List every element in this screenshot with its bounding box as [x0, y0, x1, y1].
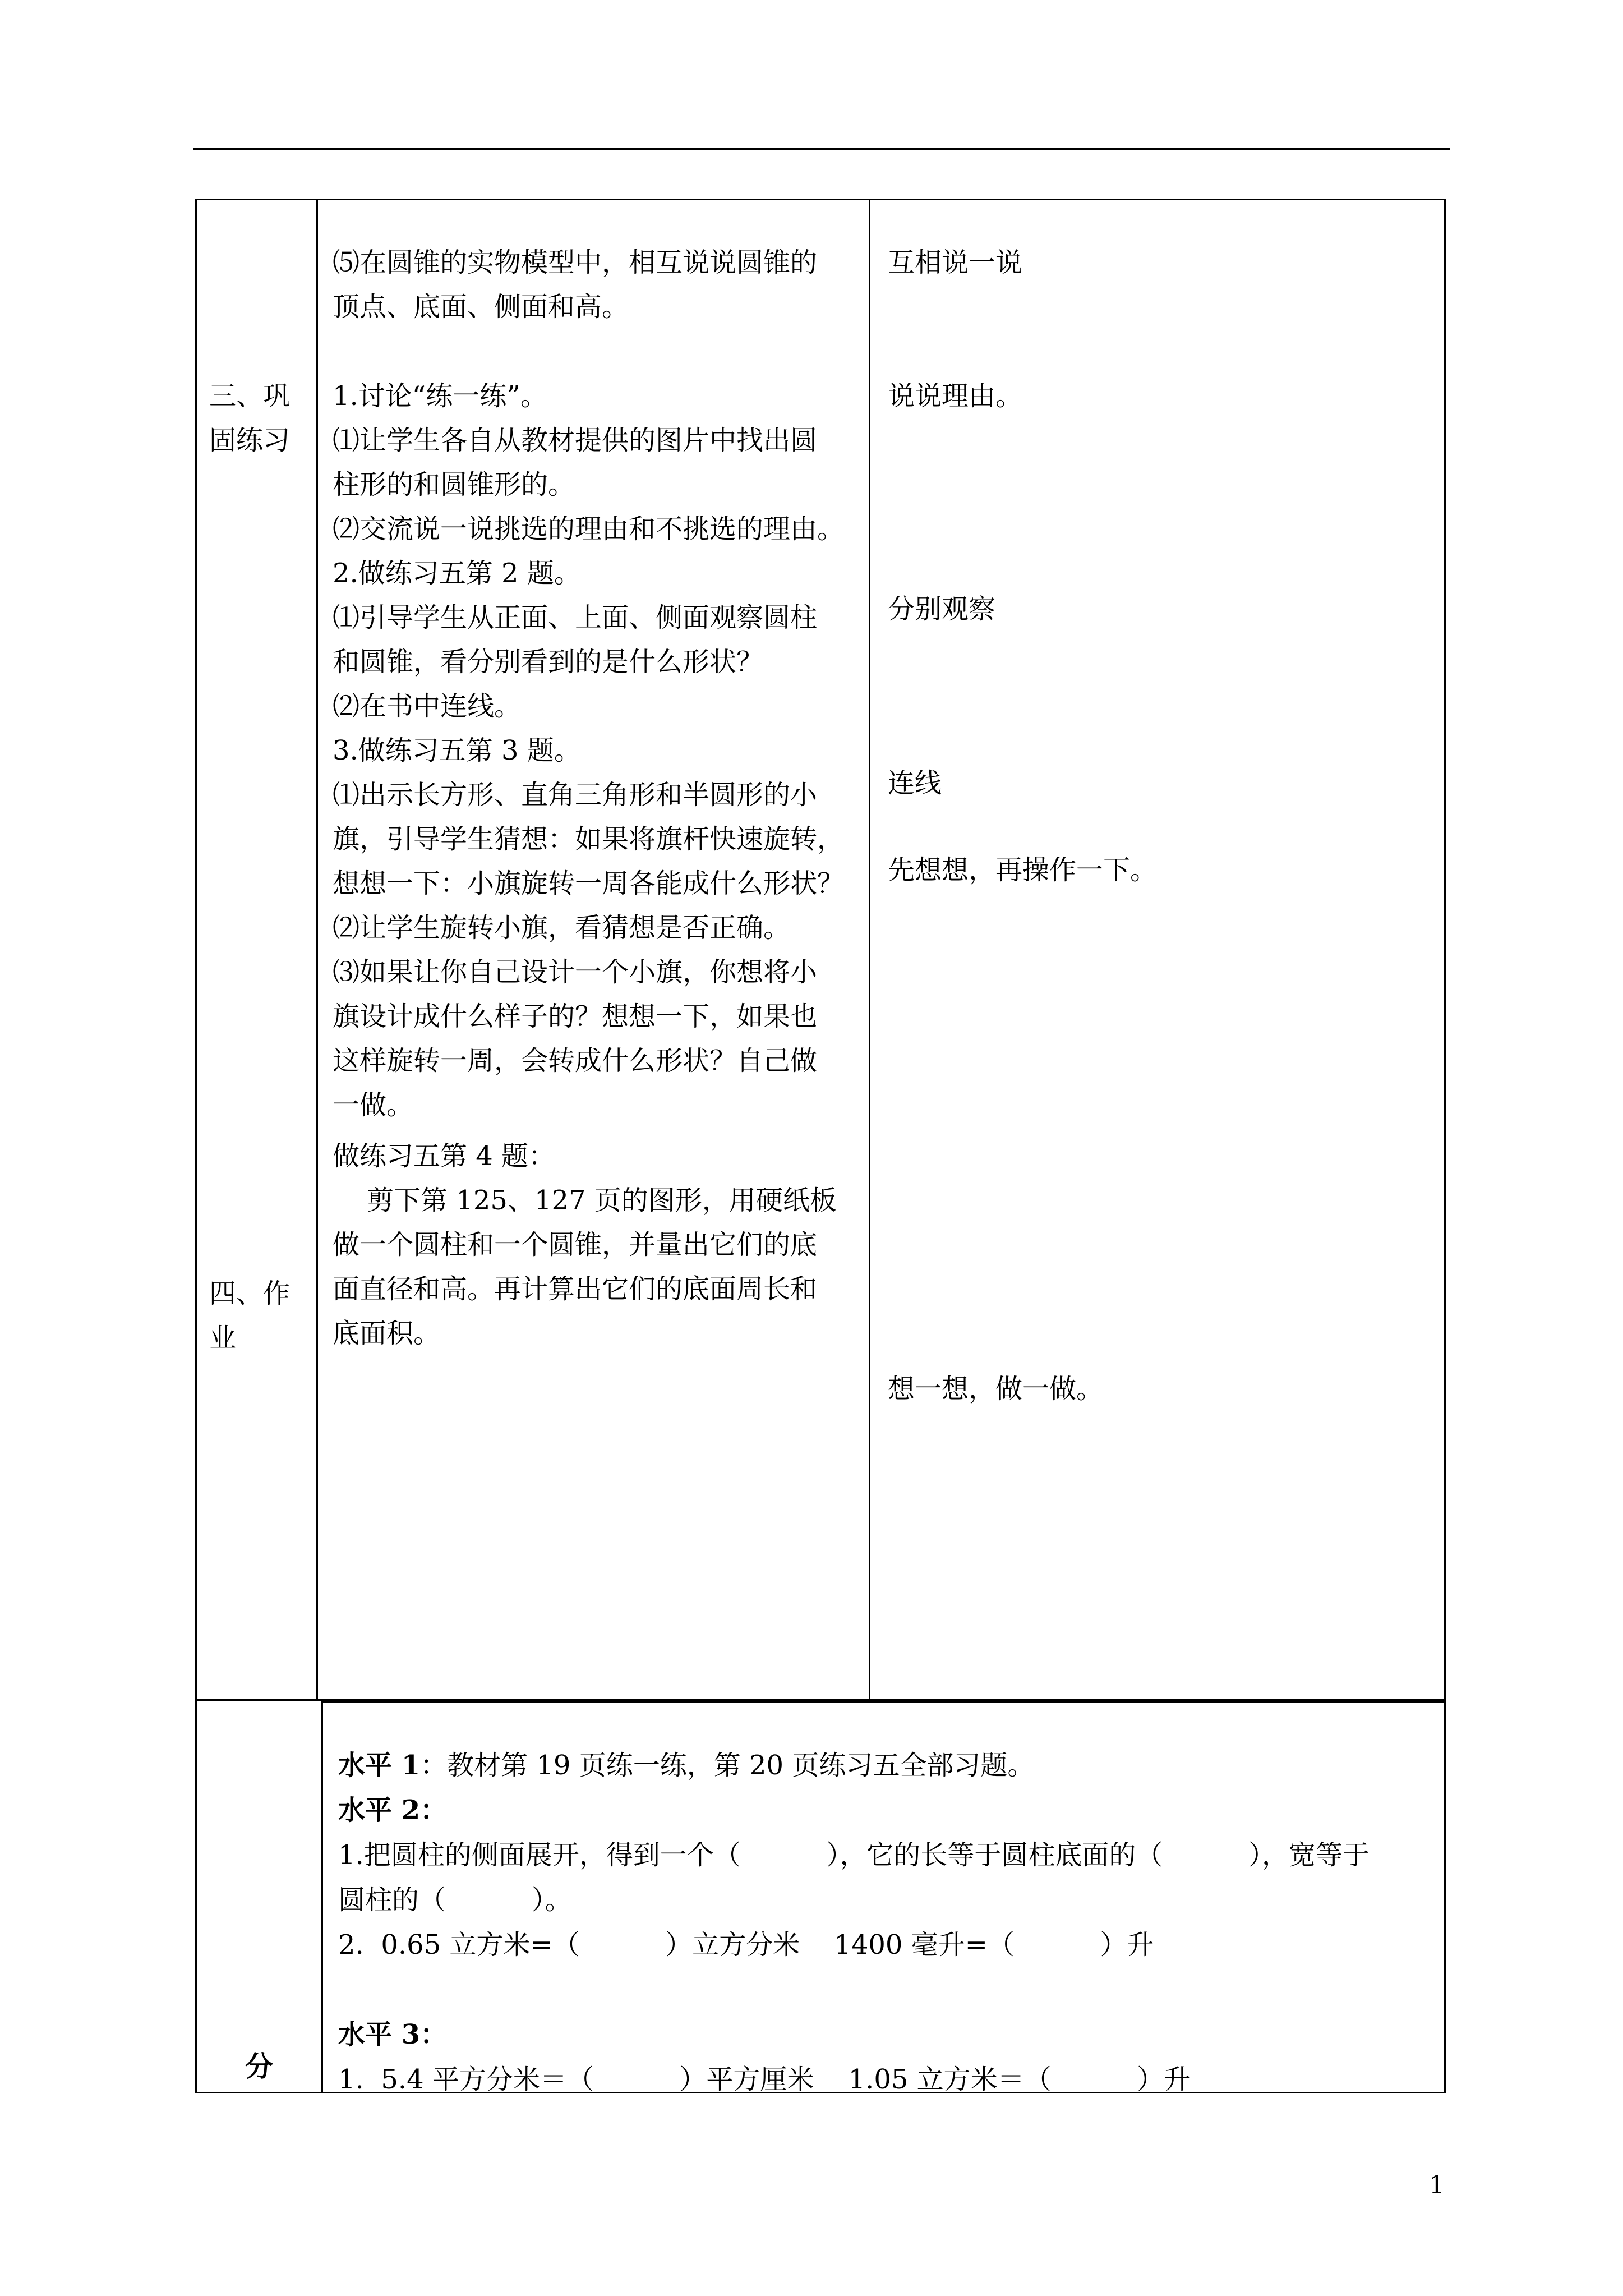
section-label-consolidation: 三、巩 固练习: [209, 380, 291, 456]
level-3-question-1: 1. 5.4 平方分米＝（ ）平方厘米 1.05 立方米＝（ ）升: [338, 2064, 1191, 2095]
level-2-question-2: 2. 0.65 立方米=（ ）立方分米 1400 毫升=（ ）升: [338, 1929, 1154, 1961]
tiered-exercises-table: [195, 1701, 1446, 2093]
column-divider: [321, 1701, 323, 2092]
level-1-line: [338, 1743, 1437, 1788]
level-1-label: 水平 1: [338, 1750, 421, 1781]
level-1-text: ：教材第 19 页练一练，第 20 页练习五全部习题。: [420, 1750, 1035, 1781]
student-activity-2: 说说理由。: [888, 380, 1023, 412]
row-divider: [323, 1701, 1444, 1703]
student-activity-3: 分别观察: [888, 593, 996, 625]
page-number: 1: [1429, 2171, 1445, 2200]
student-activity-1: 互相说一说: [888, 247, 1023, 278]
teacher-activity-block-2: 1.讨论“练一练”。 ⑴让学生各自从教材提供的图片中找出圆 柱形的和圆锥形的。 ⑵交流说一说挑选的理由和不挑选的理由。 2.做练习五第 2 题。 ⑴引导学生从正面、上面、侧面观察圆柱 和圆锥，看分别看到的是什么形状？ ⑵在书中连线。 3.做练习五第 3 题。 ⑴出示长方形、直角三角形和半圆形的小 旗，引导学生猜想：如果将旗杆快速旋转， 想想一下：小旗旋转一周各能成什么形状？ ⑵让学生旋转小旗，看猜想是否正确。 ⑶如果让你自己设计一个小旗，你想将小 旗设计成什么样子的？想想一下，如果也 这样旋转一周，会转成什么形状？自己做 一做。: [333, 380, 845, 1121]
section-label-homework: 四、作 业: [209, 1278, 291, 1354]
level-3-label: 水平 3：: [338, 2019, 448, 2050]
student-activity-4: 连线: [888, 767, 942, 799]
teacher-activity-block-1: ⑸在圆锥的实物模型中，相互说说圆锥的 顶点、底面、侧面和高。: [333, 247, 818, 323]
lesson-table: [195, 199, 1446, 1701]
student-activity-5: 先想想，再操作一下。: [888, 854, 1158, 886]
level-2-question-1: 1.把圆柱的侧面展开，得到一个（ ），它的长等于圆柱底面的（ ），宽等于 圆柱的（ ）。: [338, 1839, 1370, 1916]
student-activity-6: 想一想，做一做。: [888, 1373, 1104, 1405]
column-divider: [316, 200, 318, 1699]
header-rule: [193, 148, 1450, 150]
tier-section-label: 分: [245, 2050, 273, 2083]
teacher-activity-block-3: 做练习五第 4 题： 剪下第 125、127 页的图形，用硬纸板 做一个圆柱和一个圆锥，并量出它们的底 面直径和高。再计算出它们的底面周长和 底面积。: [333, 1140, 837, 1349]
level-2-label: 水平 2：: [338, 1795, 448, 1826]
column-divider: [869, 200, 870, 1699]
